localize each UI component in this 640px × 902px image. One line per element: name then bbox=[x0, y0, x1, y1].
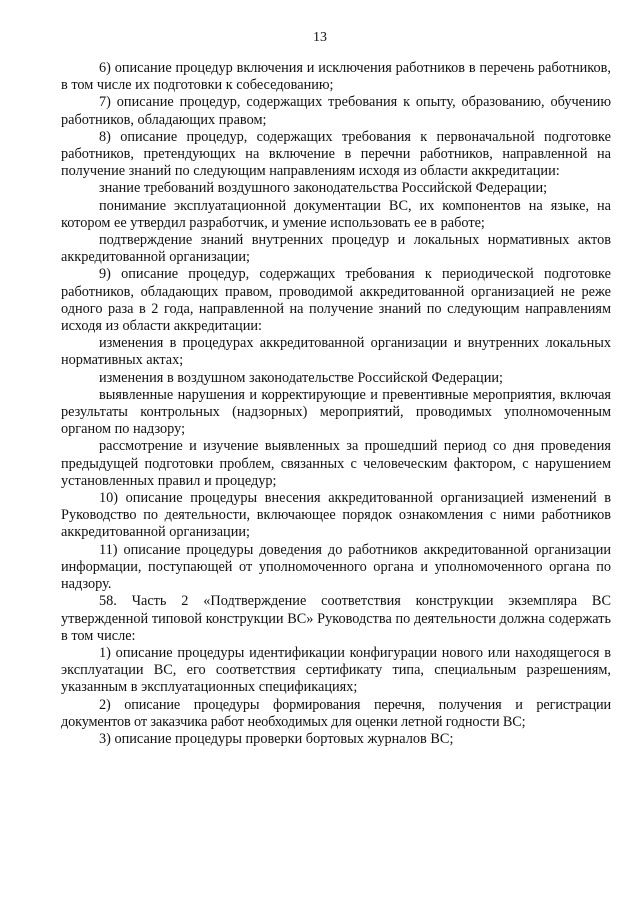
paragraph-item-8: 8) описание процедур, содержащих требования к первоначальной подготовке работников, претендующих на включение в перечни работников, направленной на получение знаний по следующим направлениям исходя из области аккредитации: bbox=[61, 128, 611, 180]
paragraph-sub-documentation-understanding: понимание эксплуатационной документации ВС, их компонентов на языке, на котором ее утвердил разработчик, и умение использовать ее в работе; bbox=[61, 197, 611, 231]
paragraph-58-item-3: 3) описание процедуры проверки бортовых журналов ВС; bbox=[99, 730, 454, 747]
paragraph-item-11: 11) описание процедуры доведения до работников аккредитованной организации информации, поступающей от уполномоченного органа и уполномоченного органа по надзору. bbox=[61, 541, 611, 593]
paragraph-sub-legislation-changes: изменения в воздушном законодательстве Российской Федерации; bbox=[99, 369, 503, 386]
paragraph-item-7: 7) описание процедур, содержащих требования к опыту, образованию, обучению работников, обладающих правом; bbox=[61, 94, 611, 128]
paragraph-sub-human-factor: рассмотрение и изучение выявленных за прошедший период со дня проведения предыдущей подготовки проблем, связанных с человеческим фактором, с нарушением установленных правил и процедур; bbox=[61, 438, 611, 489]
paragraph-58-item-1: 1) описание процедуры идентификации конфигурации нового или находящегося в эксплуатации ВС, его соответствия сертификату типа, специальным разрешениям, указанным в эксплуатационных спецификациях; bbox=[61, 644, 611, 696]
paragraph-sub-legislation-knowledge: знание требований воздушного законодательства Российской Федерации; bbox=[99, 180, 548, 197]
paragraph-sub-procedure-changes: изменения в процедурах аккредитованной организации и внутренних локальных нормативных актах; bbox=[61, 335, 611, 369]
paragraph-sub-violations: выявленные нарушения и корректирующие и превентивные мероприятия, включая результаты контрольных (надзорных) мероприятий, проводимых уполномоченным органом по надзору; bbox=[61, 386, 611, 438]
paragraph-section-58: 58. Часть 2 «Подтверждение соответствия конструкции экземпляра ВС утвержденной типовой конструкции ВС» Руководства по деятельности должна содержать в том числе: bbox=[61, 593, 611, 644]
paragraph-item-10: 10) описание процедуры внесения аккредитованной организацией изменений в Руководство по деятельности, включающее порядок ознакомления с ними работников аккредитованной организации; bbox=[61, 490, 611, 541]
paragraph-item-9: 9) описание процедур, содержащих требования к периодической подготовке работников, обладающих правом, проводимой аккредитованной организацией не реже одного раза в 2 года, направленной на получение знаний по следующим направлениям исходя из области аккредитации: bbox=[61, 266, 611, 335]
paragraph-item-6: 6) описание процедур включения и исключения работников в перечень работников, в том числе их подготовки к собеседованию; bbox=[61, 60, 611, 94]
paragraph-sub-internal-procedures: подтверждение знаний внутренних процедур и локальных нормативных актов аккредитованной организации; bbox=[61, 232, 611, 266]
paragraph-58-item-2: 2) описание процедуры формирования перечня, получения и регистрации документов от заказчика работ необходимых для оценки летной годности ВС; bbox=[61, 696, 611, 730]
document-body bbox=[61, 60, 611, 748]
page-number: 13 bbox=[313, 30, 327, 45]
